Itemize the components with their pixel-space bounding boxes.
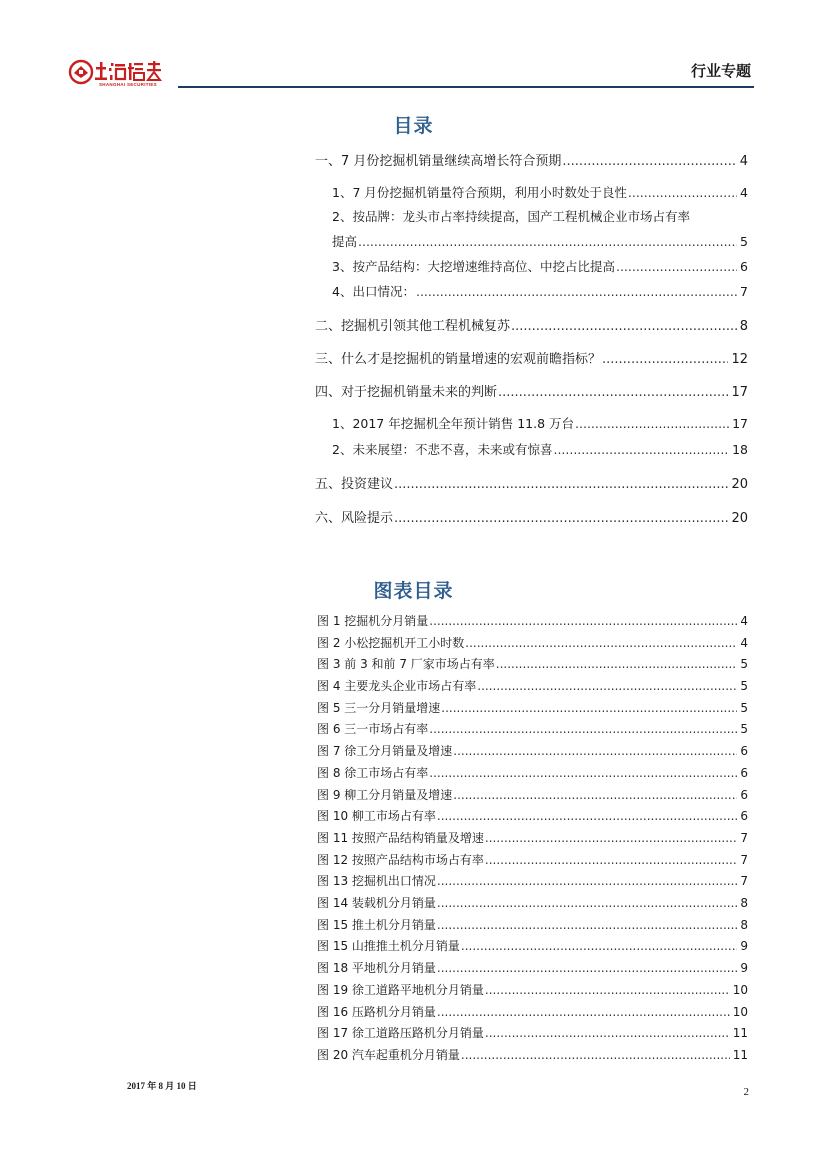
toc-item-wrapped[interactable]: 2、按品牌：龙头市占率持续提高，国产工程机械企业市场占有率 <box>332 209 690 224</box>
toc-item[interactable]: 4、出口情况： ..... 7 <box>332 282 748 300</box>
toc-item[interactable]: 1、2017 年挖掘机全年预计销售 11.8 万台 ..... 17 <box>332 414 748 432</box>
figure-item[interactable]: 图 15 山推推土机分月销量 ..... 9 <box>317 937 748 953</box>
toc-item[interactable]: 2、未来展望：不悲不喜，未来或有惊喜 ..... 18 <box>332 440 748 458</box>
figure-item[interactable]: 图 10 柳工市场占有率 ..... 6 <box>317 807 748 823</box>
figure-item[interactable]: 图 20 汽车起重机分月销量 ..... 11 <box>317 1046 748 1062</box>
toc-item[interactable]: 五、投资建议 ..... 20 <box>315 473 748 491</box>
figure-item[interactable]: 图 1 挖掘机分月销量 ..... 4 <box>317 612 748 628</box>
footer-date: 2017 年 8 月 10 日 <box>127 1081 197 1091</box>
figure-item[interactable]: 图 5 三一分月销量增速 ..... 5 <box>317 699 748 715</box>
figure-item[interactable]: 图 3 前 3 和前 7 厂家市场占有率 ..... 5 <box>317 655 748 671</box>
toc-item[interactable]: 1、7 月份挖掘机销量符合预期，利用小时数处于良性 ..... 4 <box>332 183 748 201</box>
figures-title: 图表目录 <box>373 580 454 602</box>
figure-item[interactable]: 图 6 三一市场占有率 ..... 5 <box>317 720 748 736</box>
figure-item[interactable]: 图 14 装载机分月销量 ..... 8 <box>317 894 748 910</box>
toc-item[interactable]: 3、按产品结构：大挖增速维持高位、中挖占比提高 ..... 6 <box>332 257 748 275</box>
figure-item[interactable]: 图 4 主要龙头企业市场占有率 ..... 5 <box>317 677 748 693</box>
toc-item[interactable]: 二、挖掘机引领其他工程机械复苏 ..... 8 <box>315 315 748 333</box>
toc-title: 目录 <box>393 115 434 137</box>
toc-item[interactable]: 四、对于挖掘机销量未来的判断 ..... 17 <box>315 381 748 399</box>
figure-item[interactable]: 图 15 推土机分月销量 ..... 8 <box>317 916 748 932</box>
figure-item[interactable]: 图 11 按照产品结构销量及增速 ..... 7 <box>317 829 748 845</box>
header-title: 行业专题 <box>690 62 751 80</box>
page-number: 2 <box>743 1086 749 1098</box>
figure-item[interactable]: 图 8 徐工市场占有率 ..... 6 <box>317 764 748 780</box>
figure-item[interactable]: 图 13 挖掘机出口情况 ..... 7 <box>317 872 748 888</box>
toc-item[interactable]: 一、7 月份挖掘机销量继续高增长符合预期 ..... 4 <box>315 150 748 168</box>
toc-item[interactable]: 六、风险提示 ..... 20 <box>315 507 748 525</box>
figure-item[interactable]: 图 9 柳工分月销量及增速 ..... 6 <box>317 786 748 802</box>
figure-item[interactable]: 图 12 按照产品结构市场占有率 ..... 7 <box>317 851 748 867</box>
figure-item[interactable]: 图 2 小松挖掘机开工小时数 ..... 4 <box>317 634 748 650</box>
header-divider <box>178 86 754 88</box>
figure-item[interactable]: 图 17 徐工道路压路机分月销量 ..... 11 <box>317 1024 748 1040</box>
figure-item[interactable]: 图 18 平地机分月销量 ..... 9 <box>317 959 748 975</box>
figure-item[interactable]: 图 7 徐工分月销量及增速 ..... 6 <box>317 742 748 758</box>
toc-item-continuation[interactable]: 提高 ..... 5 <box>332 232 748 250</box>
figure-item[interactable]: 图 16 压路机分月销量 ..... 10 <box>317 1003 748 1019</box>
figure-item[interactable]: 图 19 徐工道路平地机分月销量 ..... 10 <box>317 981 748 997</box>
toc-item[interactable]: 三、什么才是挖掘机的销量增速的宏观前瞻指标？ ..... 12 <box>315 348 748 366</box>
logo-subtitle: SHANGHAI SECURITIES <box>99 82 157 87</box>
